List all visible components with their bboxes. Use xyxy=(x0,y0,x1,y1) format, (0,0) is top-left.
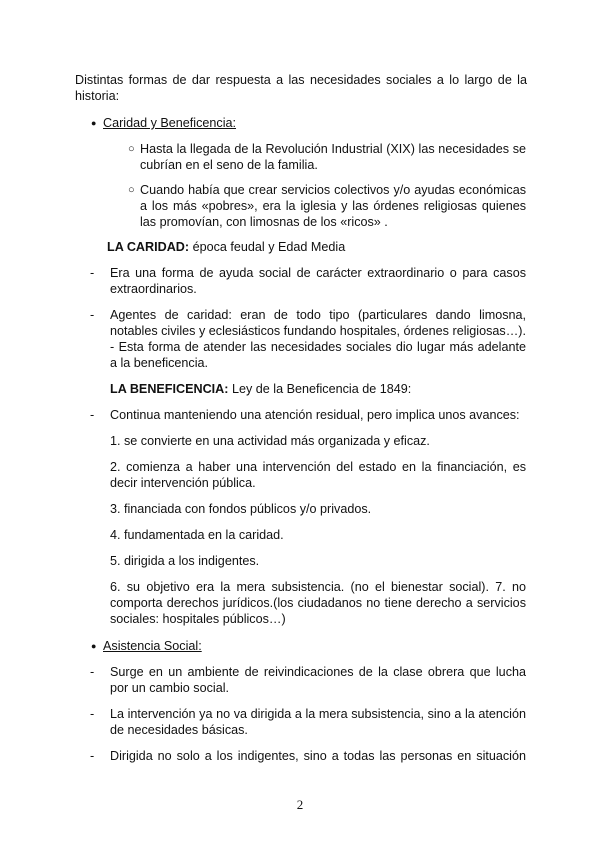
dash-marker: - xyxy=(90,266,95,280)
caridad-point: Era una forma de ayuda social de carácter extraordinario o para casos extraordinarios. xyxy=(110,266,526,296)
dash-marker: - xyxy=(90,707,95,721)
numbered-item: 6. su objetivo era la mera subsistencia. (no el bienestar social). 7. no comporta derechos jurídicos.(los ciudadanos no tiene derecho a servicios sociales: hospitales públicos…) xyxy=(110,580,526,626)
beneficencia-label: LA BENEFICENCIA: xyxy=(110,382,229,396)
page-number: 2 xyxy=(296,797,304,812)
caridad-period: época feudal y Edad Media xyxy=(192,240,346,254)
section-title-asistencia-social: Asistencia Social: xyxy=(103,639,202,653)
asistencia-point: Surge en un ambiente de reivindicaciones de la clase obrera que lucha por un cambio social. xyxy=(110,665,526,695)
dash-marker: - xyxy=(90,408,95,422)
beneficencia-heading xyxy=(110,381,411,397)
beneficencia-point: Continua manteniendo una atención residual, pero implica unos avances: xyxy=(110,408,520,422)
numbered-item: 4. fundamentada en la caridad. xyxy=(110,528,284,542)
section-title-caridad-beneficencia: Caridad y Beneficencia: xyxy=(103,116,237,130)
list-item: Hasta la llegada de la Revolución Industrial (XIX) las necesidades se cubrían en el seno de la familia. xyxy=(140,142,526,172)
numbered-item: 2. comienza a haber una intervención del estado en la financiación, es decir intervención pública. xyxy=(110,460,526,490)
bullet-icon: ● xyxy=(91,118,97,128)
list-item: Cuando había que crear servicios colectivos y/o ayudas económicas a los más «pobres», era la iglesia y las órdenes religiosas quienes las promovían, con limosnas de los «ricos» . xyxy=(140,183,526,229)
intro-paragraph: Distintas formas de dar respuesta a las necesidades sociales a lo largo de la historia: xyxy=(75,73,527,103)
numbered-item: 5. dirigida a los indigentes. xyxy=(110,554,260,568)
numbered-item: 3. financiada con fondos públicos y/o privados. xyxy=(110,502,372,516)
asistencia-point: Dirigida no solo a los indigentes, sino a todas las personas en situación xyxy=(110,749,526,763)
dash-marker: - xyxy=(90,665,95,679)
dash-marker: - xyxy=(90,749,95,763)
numbered-item: 1. se convierte en una actividad más organizada y eficaz. xyxy=(110,434,430,448)
beneficencia-law: Ley de la Beneficencia de 1849: xyxy=(231,382,412,396)
bullet-icon: ● xyxy=(91,641,97,651)
asistencia-point: La intervención ya no va dirigida a la mera subsistencia, sino a la atención de necesidades básicas. xyxy=(110,707,526,737)
circle-bullet-icon: ○ xyxy=(128,143,135,155)
caridad-point: Agentes de caridad: eran de todo tipo (particulares dando limosna, notables civiles y eclesiásticos fundando hospitales, órdenes religiosas…). - Esta forma de atender las necesidades sociales dio lugar más adelante a la beneficencia. xyxy=(110,308,526,370)
circle-bullet-icon: ○ xyxy=(128,184,135,196)
caridad-heading xyxy=(107,239,345,255)
caridad-label: LA CARIDAD: xyxy=(107,240,190,254)
dash-marker: - xyxy=(90,308,95,322)
